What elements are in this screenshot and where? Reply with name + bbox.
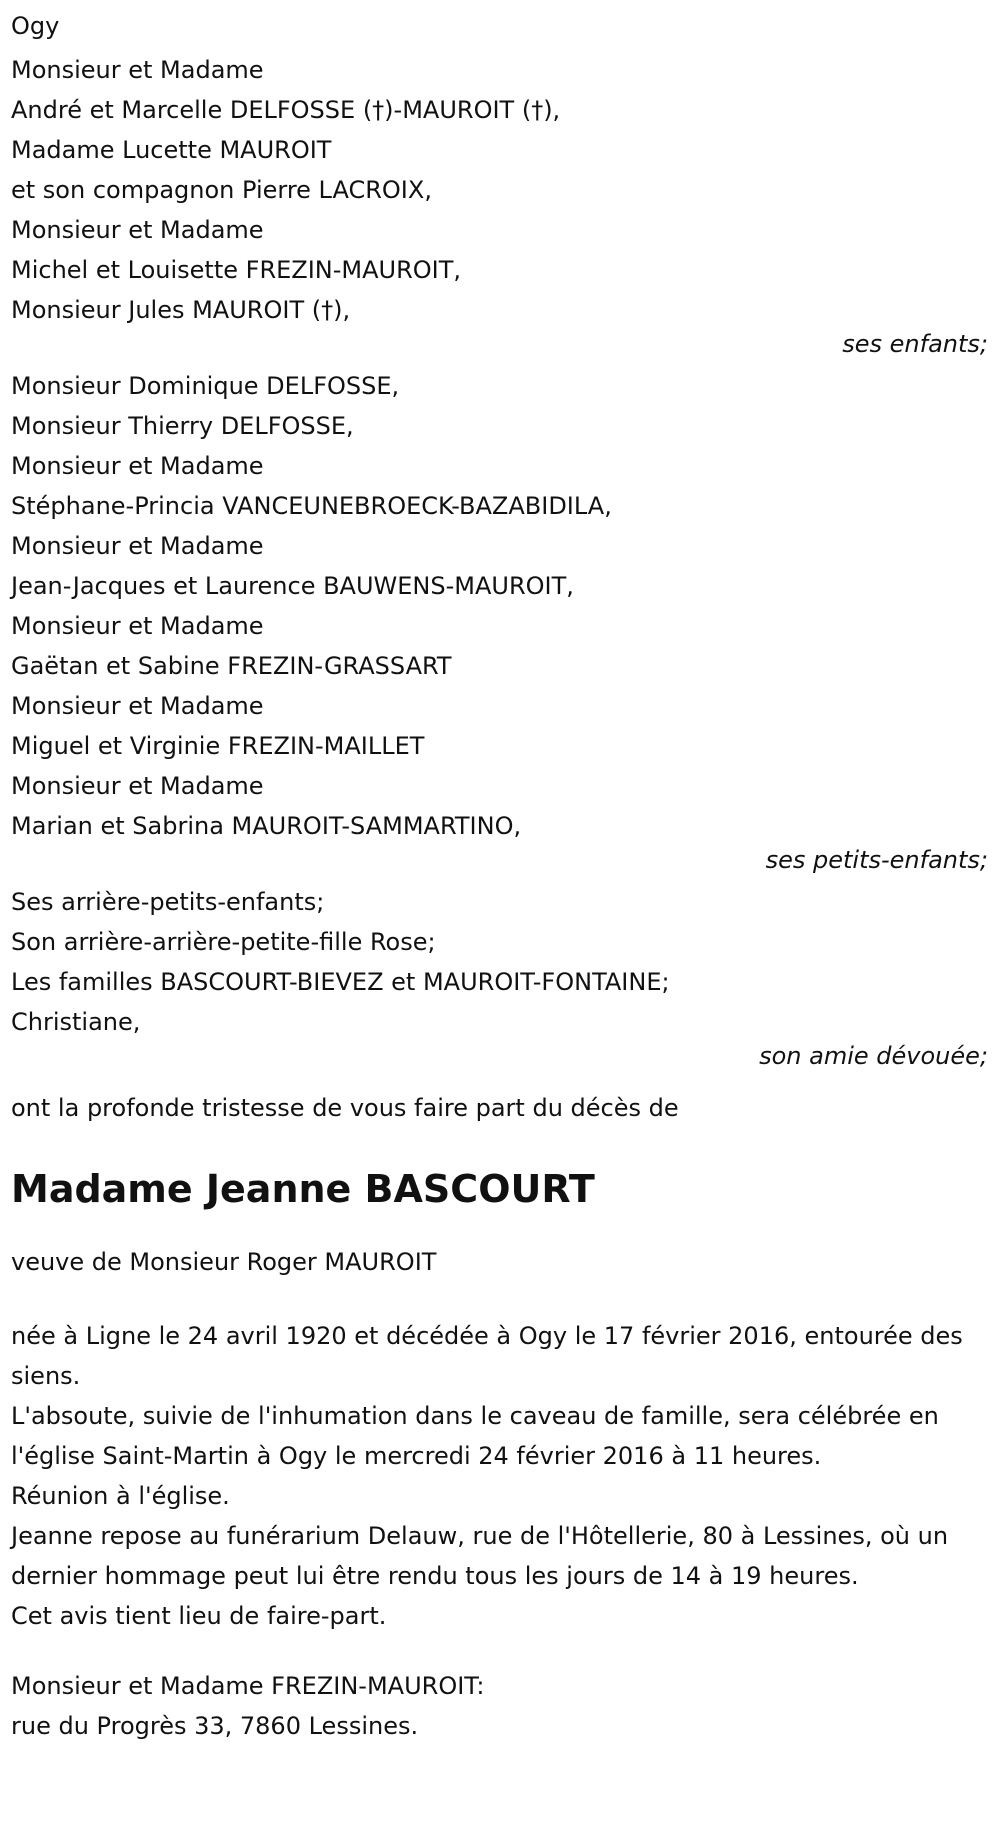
grandchildren-line: Monsieur Dominique DELFOSSE, — [11, 372, 400, 400]
others-block — [11, 882, 989, 1076]
birth-death-paragraph: née à Ligne le 24 avril 1920 et décédée à Ogy le 17 février 2016, entourée des siens. — [11, 1322, 963, 1390]
contact-name: Monsieur et Madame FREZIN-MAUROIT: — [11, 1672, 485, 1700]
others-role: son amie dévouée; — [759, 1042, 988, 1070]
grandchildren-line: Miguel et Virginie FREZIN-MAILLET — [11, 732, 425, 760]
children-line: André et Marcelle DELFOSSE (†)-MAUROIT (†), — [11, 96, 561, 124]
meeting-paragraph: Réunion à l'église. — [11, 1482, 230, 1510]
children-line: Monsieur Jules MAUROIT (†), — [11, 296, 351, 324]
grandchildren-role: ses petits-enfants; — [765, 846, 988, 874]
grandchildren-line: Gaëtan et Sabine FREZIN-GRASSART — [11, 652, 452, 680]
grandchildren-block — [11, 366, 989, 880]
contact-block — [11, 1666, 989, 1746]
grandchildren-line: Monsieur et Madame — [11, 532, 264, 560]
deceased-name: Madame Jeanne BASCOURT — [11, 1167, 595, 1211]
others-line: Son arrière-arrière-petite-fille Rose; — [11, 928, 436, 956]
ceremony-paragraph: L'absoute, suivie de l'inhumation dans le caveau de famille, sera célébrée en l'église Saint-Martin à Ogy le mercredi 24 février 2016 à 11 heures. — [11, 1402, 939, 1470]
grandchildren-line: Monsieur Thierry DELFOSSE, — [11, 412, 354, 440]
others-line: Christiane, — [11, 1008, 141, 1036]
children-line: Madame Lucette MAUROIT — [11, 136, 332, 164]
notice-paragraph: Cet avis tient lieu de faire-part. — [11, 1602, 387, 1630]
widow-of-text: veuve de Monsieur Roger MAUROIT — [11, 1248, 437, 1276]
children-role: ses enfants; — [842, 330, 988, 358]
children-block — [11, 50, 989, 364]
children-line: et son compagnon Pierre LACROIX, — [11, 176, 432, 204]
children-line: Monsieur et Madame — [11, 56, 264, 84]
details-block — [11, 1316, 989, 1636]
others-line: Les familles BASCOURT-BIEVEZ et MAUROIT-FONTAINE; — [11, 968, 670, 996]
children-line: Michel et Louisette FREZIN-MAUROIT, — [11, 256, 462, 284]
grandchildren-line: Jean-Jacques et Laurence BAUWENS-MAUROIT, — [11, 572, 574, 600]
grandchildren-line: Stéphane-Princia VANCEUNEBROECK-BAZABIDILA, — [11, 492, 612, 520]
children-line: Monsieur et Madame — [11, 216, 264, 244]
funeral-home-paragraph: Jeanne repose au funérarium Delauw, rue de l'Hôtellerie, 80 à Lessines, où un dernier hommage peut lui être rendu tous les jours de 14 à 19 heures. — [11, 1522, 949, 1590]
grandchildren-line: Monsieur et Madame — [11, 772, 264, 800]
grandchildren-line: Monsieur et Madame — [11, 612, 264, 640]
others-line: Ses arrière-petits-enfants; — [11, 888, 325, 916]
grandchildren-line: Monsieur et Madame — [11, 452, 264, 480]
announcement-text: ont la profonde tristesse de vous faire part du décès de — [11, 1094, 679, 1122]
place-header: Ogy — [11, 12, 60, 40]
grandchildren-line: Marian et Sabrina MAUROIT-SAMMARTINO, — [11, 812, 522, 840]
contact-address: rue du Progrès 33, 7860 Lessines. — [11, 1712, 419, 1740]
grandchildren-line: Monsieur et Madame — [11, 692, 264, 720]
